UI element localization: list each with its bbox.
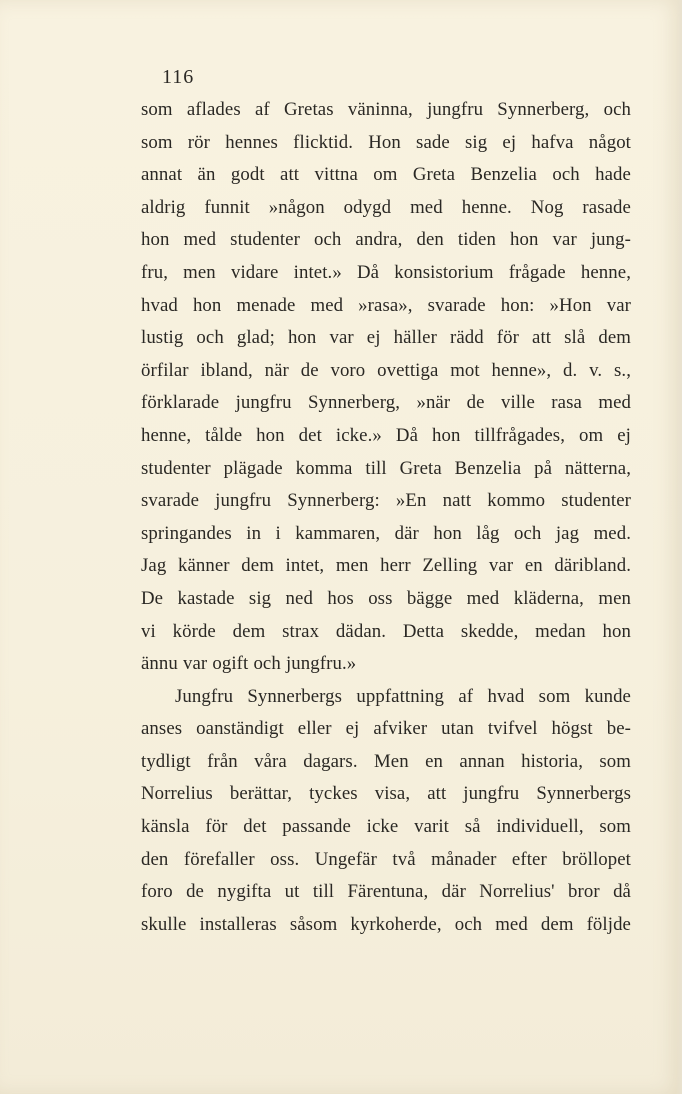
text-line: känsla för det passande icke varit så individuell, som [141,816,631,838]
text-line: förklarade jungfru Synnerberg, »när de ville rasa med [141,392,631,414]
text-line: hon med studenter och andra, den tiden hon var jung- [141,229,631,251]
text-line: lustig och glad; hon var ej häller rädd för att slå dem [141,327,631,349]
text-line: springandes in i kammaren, där hon låg och jag med. [141,522,631,544]
text-line: tydligt från våra dagars. Men en annan historia, som [141,750,631,772]
text-line: foro de nygifta ut till Färentuna, där Norrelius' bror då [141,881,631,903]
text-line: som aflades af Gretas väninna, jungfru Synnerberg, och [141,99,631,120]
text-line: ännu var ogift och jungfru.» [141,653,357,675]
text-line: den förefaller oss. Ungefär två månader efter bröllopet [141,848,631,870]
text-line: hvad hon menade med »rasa», svarade hon: »Hon var [141,294,631,316]
text-line: Norrelius berättar, tyckes visa, att jungfru Synnerbergs [141,783,631,805]
text-line: Jungfru Synnerbergs uppfattning af hvad som kunde [175,685,631,707]
page-edge-shadow [676,0,682,1094]
text-line: henne, tålde hon det icke.» Då hon tillfrågades, om ej [141,424,631,446]
text-line: örfilar ibland, när de voro ovettiga mot henne», d. v. s., [141,359,631,381]
text-line: aldrig funnit »någon odygd med henne. Nog rasade [141,196,631,218]
text-line: svarade jungfru Synnerberg: »En natt kommo studenter [141,490,631,512]
text-line: fru, men vidare intet.» Då konsistorium frågade henne, [141,261,631,283]
text-line: vi körde dem strax dädan. Detta skedde, medan hon [141,620,631,642]
page-number: 116 [162,66,195,88]
text-line: De kastade sig ned hos oss bägge med kläderna, men [141,587,631,609]
text-line: anses oanständigt eller ej afviker utan tvifvel högst be- [141,718,631,740]
text-line: annat än godt att vittna om Greta Benzelia och hade [141,164,631,186]
text-line: Jag känner dem intet, men herr Zelling var en däribland. [141,555,631,577]
text-line: studenter plägade komma till Greta Benzelia på nätterna, [141,457,631,479]
body-text [141,94,631,941]
text-line: som rör hennes flicktid. Hon sade sig ej hafva något [141,131,631,153]
text-line: skulle installeras såsom kyrkoherde, och med dem följde [141,913,631,935]
